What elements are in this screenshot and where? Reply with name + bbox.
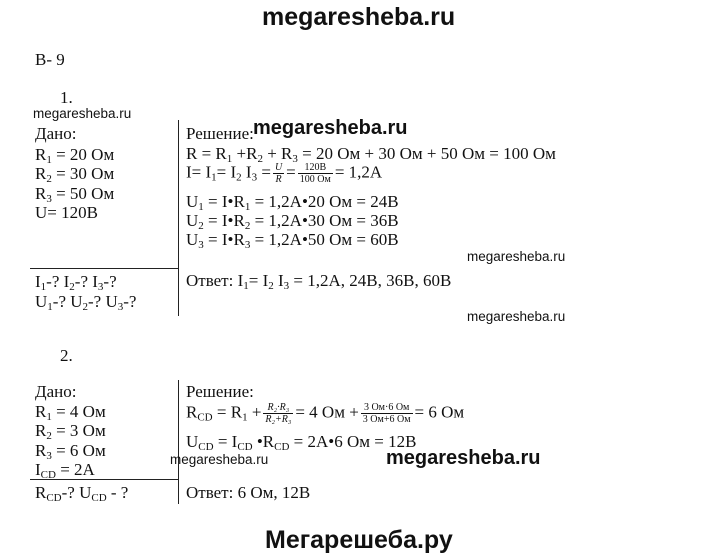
p1-right-watermark-1: megaresheba.ru [467, 249, 566, 264]
p1-u2-eq: $U_2$ = $I•R_2$ = 1,2A•30 Ом = 36В [186, 211, 399, 232]
p2-ucd-eq: $U_{CD} = I_{CD}$ $•R_{CD}$ = 2A•6 Ом = 12В [186, 432, 417, 453]
p1-given-r2: $R_2 = 30$ Ом [35, 164, 115, 185]
p1-find-currents: $I_1-$? $I_2-$? $I_3-$? [35, 272, 117, 293]
p1-solution-label: Решение: [186, 124, 254, 143]
p1-u3-eq: $U_3$ = $I•R_3$ = 1,2A•50 Ом = 60В [186, 230, 399, 251]
problem1-number: 1. [60, 88, 73, 107]
p1-answer: Ответ: $I_1= I_2$ $I_3 = 1,2A$, 24В, 36В, 60В [186, 271, 452, 292]
p1-given-u: U= 120В [35, 203, 98, 222]
p2-find: $R_{CD}-$? $U_{CD}$ - ? [35, 483, 129, 504]
p1-u1-eq: $U_1$ = $I•R_1$ = 1,2A•20 Ом = 24В [186, 192, 399, 213]
p2-answer: Ответ: 6 Ом, 12В [186, 483, 311, 502]
p1-given-divider [30, 268, 178, 269]
p2-given-r3: $R_3 = 6$ Ом [35, 441, 106, 462]
p1-fraction-u-over-r: $\frac{U}{R}$ [274, 162, 283, 185]
bottom-watermark: Мегарешеба.ру [265, 526, 453, 554]
problem2-number: 2. [60, 346, 73, 365]
p2-left-watermark: megaresheba.ru [170, 452, 269, 467]
p1-given-r3: $R_3 = 50$ Ом [35, 184, 115, 205]
p1-find-voltages: $U_1-$? $U_2-$? $U_3-$? [35, 292, 137, 313]
p1-left-watermark: megaresheba.ru [33, 106, 132, 121]
p2-given-icd: $I_{CD} = 2A$ [35, 460, 95, 481]
p2-given-r2: $R_2 = 3$ Ом [35, 421, 106, 442]
p2-given-label: Дано: [35, 382, 77, 401]
variant-label: В- 9 [35, 50, 65, 69]
top-watermark: megaresheba.ru [262, 3, 456, 31]
p2-vertical-divider [178, 380, 179, 504]
p2-mid-watermark: megaresheba.ru [386, 447, 541, 469]
p2-fraction-parallel: $\frac{\text{R₂·R₃}}{\text{R₂+R₃}}$ [265, 402, 292, 425]
p1-current-eq: $I= I_1= I_2$ $I_3$ = $\frac{U}{R}$ = $\frac{120В}{100 Ом}$ = 1,2A [186, 162, 383, 185]
p1-fraction-values: $\frac{120В}{100 Ом}$ [299, 162, 331, 185]
p2-rcd-eq: $R_{CD} = R_1$ + $\frac{\text{R₂·R₃}}{\text{R₂+R₃}}$ = 4 Ом + $\frac{3 Ом\cdot 6 Ом}{3 Ом+6 Ом}$ = 6 Ом [186, 402, 465, 425]
p1-given-r1: $R_1 = 20$ Ом [35, 145, 115, 166]
p1-given-label: Дано: [35, 124, 77, 143]
p2-given-r1: $R_1 = 4$ Ом [35, 402, 106, 423]
p1-mid-watermark: megaresheba.ru [253, 117, 408, 139]
p1-vertical-divider [178, 120, 179, 316]
p1-right-watermark-2: megaresheba.ru [467, 309, 566, 324]
p2-solution-label: Решение: [186, 382, 254, 401]
p2-fraction-values: $\frac{3 Ом\cdot 6 Ом}{3 Ом+6 Ом}$ [362, 402, 411, 425]
p1-resistance-eq: $R = R_1 +R_2 + R_3 = 20$ Ом + 30 Ом + 50 Ом = 100 Ом [186, 144, 556, 165]
